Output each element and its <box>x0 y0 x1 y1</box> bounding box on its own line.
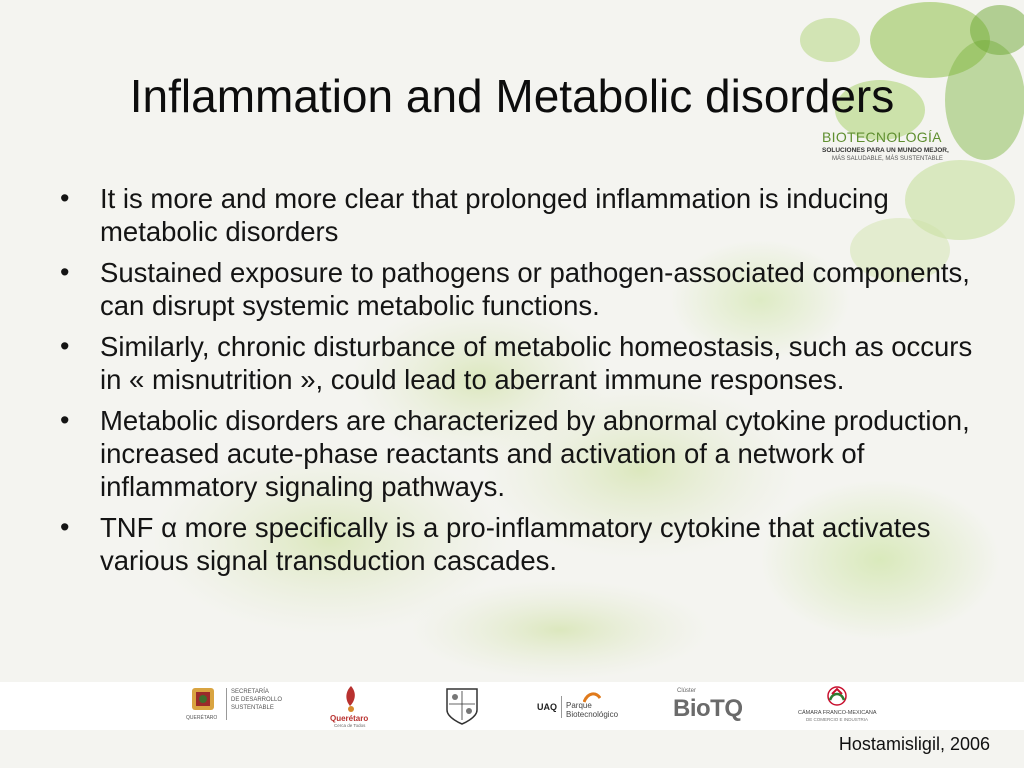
bullet-item <box>58 182 978 248</box>
parque-line-2: Biotecnológico <box>566 710 619 719</box>
bullet-marker: • <box>60 257 70 287</box>
bullet-text: It is more and more clear that prolonged inflammation is inducing metabolic disorders <box>100 183 889 247</box>
camara-name: CÁMARA FRANCO-MEXICANA <box>798 710 877 716</box>
queretaro-name: Querétaro <box>330 714 369 723</box>
citation: Hostamisligil, 2006 <box>838 734 990 754</box>
secretaria-line-3: SUSTENTABLE <box>231 705 274 711</box>
bullet-marker: • <box>60 405 70 435</box>
brand-logo <box>822 128 972 163</box>
cluster-label: Clúster <box>677 688 697 694</box>
bullet-marker: • <box>60 183 70 213</box>
university-shield-icon <box>444 686 480 726</box>
parque-biotecnologico-logo <box>537 690 637 722</box>
secretaria-line-1: SECRETARÍA <box>231 689 269 695</box>
queretaro-logo <box>328 684 374 730</box>
bullet-item <box>58 256 978 322</box>
cluster-name: BioTQ <box>673 695 743 722</box>
bullet-text: Metabolic disorders are characterized by abnormal cytokine production, increased acute-phase reactants and activation of a network of inflammatory signaling pathways. <box>100 405 970 502</box>
cluster-biotq-logo <box>673 688 763 724</box>
state-seal-icon <box>186 686 220 718</box>
bullet-marker: • <box>60 331 70 361</box>
camara-sub: DE COMERCIO E INDUSTRIA <box>806 717 869 722</box>
parque-line-1: Parque <box>566 701 592 710</box>
bullet-text: Similarly, chronic disturbance of metabolic homeostasis, such as occurs in « misnutrition », could lead to aberrant immune responses. <box>100 331 973 395</box>
bullet-item <box>58 404 978 503</box>
queretaro-tagline: Cerca de Todos <box>334 723 366 728</box>
bullet-marker: • <box>60 512 70 542</box>
bullet-item <box>58 330 978 396</box>
bullet-text: TNF α more specifically is a pro-inflammatory cytokine that activates various signal transduction cascades. <box>100 512 931 576</box>
slide-title: Inflammation and Metabolic disorders <box>129 70 895 122</box>
brand-tagline-2: MÁS SALUDABLE, MÁS SUSTENTABLE <box>832 156 943 162</box>
secretaria-logo <box>186 686 286 726</box>
brand-name: BIOTECNOLOGÍA <box>822 129 942 145</box>
bullet-item <box>58 511 978 577</box>
bullet-list <box>58 182 978 585</box>
uaq-label: UAQ <box>537 702 557 712</box>
queretaro-figure-icon <box>336 684 366 714</box>
secretaria-sub: QUERÉTARO <box>186 715 218 721</box>
camara-franco-mexicana-logo <box>798 686 878 726</box>
camara-emblem-icon <box>825 686 849 708</box>
bullet-text: Sustained exposure to pathogens or pathogen-associated components, can disrupt systemic metabolic functions. <box>100 257 970 321</box>
brand-tagline-1: SOLUCIONES PARA UN MUNDO MEJOR, <box>822 147 949 154</box>
secretaria-line-2: DE DESARROLLO <box>231 697 283 703</box>
university-seal-logo <box>444 686 480 726</box>
